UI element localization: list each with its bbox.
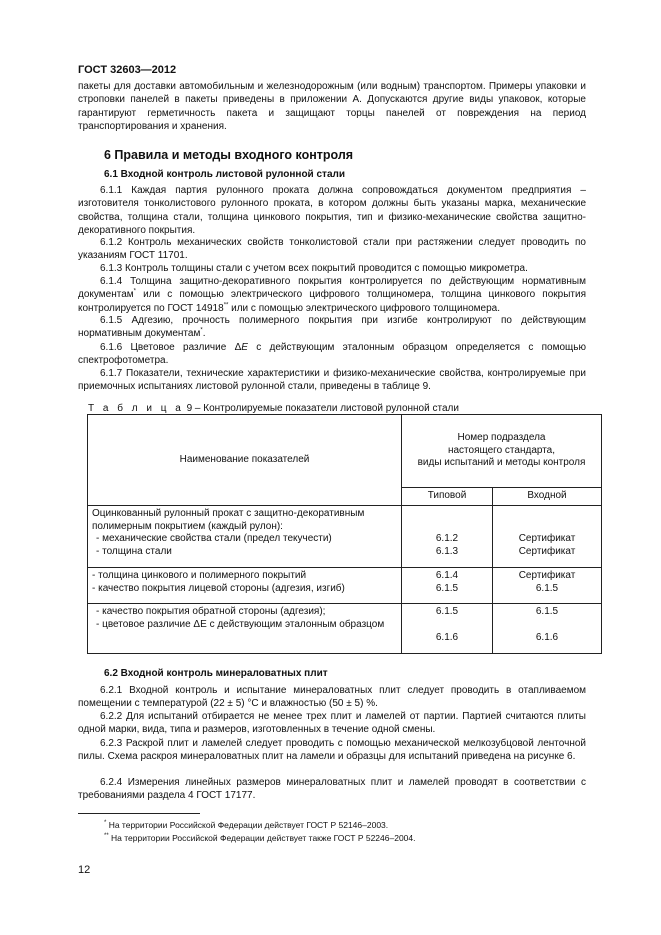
cell-value: 6.1.5: [535, 582, 559, 594]
paragraph-6-1-6-part1: 6.1.6 Цветовое различие Δ: [100, 342, 242, 353]
row-text: - качество покрытия обратной стороны (адгезия);: [96, 606, 326, 617]
footnote-2: [104, 833, 415, 843]
paragraph-6-2-2: 6.2.2 Для испытаний отбирается не менее трех плит и ламелей от партии. Партией считаются плиты одной марки, вида, типа и размеров, изготовленных в течение одной смены.: [78, 711, 586, 736]
footnote-1-text: На территории Российской Федерации действует ГОСТ Р 52146–2003.: [106, 820, 389, 830]
row-text: Оцинкованный рулонный прокат с защитно-декоративным полимерным покрытием (каждый рулон):: [92, 508, 365, 532]
table-header-group-line1: Номер подраздела настоящего стандарта,: [447, 432, 556, 456]
row-text: - толщина цинкового и полимерного покрытий: [92, 570, 307, 581]
paragraph-6-1-4-part3: или с помощью электрического цифрового толщиномера.: [228, 302, 500, 314]
table-cell-typical: [402, 568, 493, 604]
cell-value: 6.1.4: [435, 570, 459, 581]
paragraph-6-1-5-part1: 6.1.5 Адгезию, прочность полимерного покрытия при изгибе контролируют по действующим нормативным документам: [78, 315, 586, 340]
footnote-ref-1b: *: [200, 328, 203, 335]
paragraph-6-1-4: [78, 275, 586, 315]
cell-value: 6.1.5: [435, 582, 459, 594]
row-text: - цветовое различие ΔE с действующим эталонным образцом: [96, 618, 385, 630]
paragraph-6-1-4-part2: или с помощью электрического цифрового толщиномера, толщина цинкового покрытия контролируется по ГОСТ 14918: [78, 289, 586, 314]
table-cell-incoming: [493, 604, 602, 654]
table-header-group: [402, 415, 602, 488]
table-header-incoming: Входной: [493, 488, 602, 506]
row-text: - толщина стали: [96, 545, 172, 557]
footnote-2-mark: **: [104, 833, 109, 840]
table-cell-name: [88, 568, 402, 604]
table-row: [88, 506, 602, 568]
table-caption-label: Т а б л и ц а: [88, 403, 184, 414]
paragraph-6-1-4-part1: 6.1.4 Толщина защитно-декоративного покрытия контролируется по действующим нормативным документам: [78, 276, 586, 301]
intro-paragraph: пакеты для доставки автомобильным и железнодорожным (или водным) транспортом. Примеры упаковки и строповки панелей в пакеты приведены в приложении А. Допускаются другие виды упаковок, которые гарантируют герметичность пакета и защищают торцы панелей от повреждения на период транспортирования и хранения.: [78, 81, 586, 133]
table-cell-name: [88, 506, 402, 568]
table-9-caption: [88, 403, 459, 414]
subsection-6-1-title: 6.1 Входной контроль листовой рулонной стали: [104, 169, 346, 180]
page-number: 12: [78, 864, 91, 876]
footnote-2-text: На территории Российской Федерации действует также ГОСТ Р 52246–2004.: [108, 833, 416, 843]
footnote-divider: [78, 813, 200, 814]
section-6-title: 6 Правила и методы входного контроля: [104, 148, 354, 162]
table-cell-name: [88, 604, 402, 654]
table-cell-incoming: [493, 568, 602, 604]
subsection-6-2-title: 6.2 Входной контроль минераловатных плит: [104, 668, 328, 679]
footnote-ref-1: *: [133, 289, 136, 296]
cell-value: 6.1.6: [535, 631, 559, 643]
paragraph-6-1-6-part2: с действующим эталонным образцом определяется с помощью спектрофотометра.: [78, 342, 586, 367]
paragraph-6-2-3: 6.2.3 Раскрой плит и ламелей следует проводить с помощью механической мелкозубцовой ленточной пилы. Схема раскроя минераловатных плит на ламели и образцы для испытаний приведена на рисунке 6.: [78, 738, 586, 763]
footnote-1-mark: *: [104, 820, 107, 827]
delta-e-symbol: E: [241, 342, 248, 353]
table-9: [87, 414, 602, 654]
cell-value: 6.1.5: [435, 606, 459, 617]
row-text: - качество покрытия лицевой стороны (адгезия, изгиб): [92, 582, 345, 594]
cell-value: 6.1.5: [535, 606, 559, 617]
paragraph-6-1-3: 6.1.3 Контроль толщины стали с учетом всех покрытий проводится с помощью микрометра.: [100, 263, 528, 274]
paragraph-6-2-1: 6.2.1 Входной контроль и испытание минераловатных плит следует проводить в отапливаемом помещении с температурой (22 ± 5) °С и влажностью (50 ± 5) %.: [78, 685, 586, 710]
table-row: [88, 604, 602, 654]
row-text: - механические свойства стали (предел текучести): [96, 533, 332, 544]
cell-value: Сертификат: [518, 533, 576, 544]
cell-value: 6.1.3: [435, 545, 459, 557]
cell-value: Сертификат: [518, 545, 576, 557]
cell-value: 6.1.6: [435, 631, 459, 643]
table-cell-typical: [402, 604, 493, 654]
table-row: [88, 568, 602, 604]
paragraph-6-1-2: 6.1.2 Контроль механических свойств тонколистовой стали при растяжении следует проводить по указаниям ГОСТ 11701.: [78, 237, 586, 262]
table-caption-text: 9 – Контролируемые показатели листовой рулонной стали: [186, 403, 459, 414]
footnote-ref-2: **: [223, 302, 229, 309]
table-header-name: Наименование показателей: [88, 415, 402, 506]
cell-value: Сертификат: [518, 570, 576, 581]
paragraph-6-1-1: 6.1.1 Каждая партия рулонного проката должна сопровождаться документом предприятия – изготовителя тонколистового рулонного проката, в котором должны быть указаны марка, механические свойства, толщина стали, толщина цинкового покрытия, тип и физико-механические свойства защитно-декоративного покрытия.: [78, 185, 586, 237]
page-header-standard: ГОСТ 32603—2012: [78, 64, 177, 76]
table-header-group-line2: виды испытаний и методы контроля: [417, 457, 586, 469]
paragraph-6-1-7: 6.1.7 Показатели, технические характеристики и физико-механические свойства, контролируемые при приемочных испытаниях листовой рулонной стали, приведены в таблице 9.: [78, 368, 586, 393]
paragraph-6-1-5: [78, 314, 586, 341]
paragraph-6-1-6: [78, 341, 586, 368]
table-cell-incoming: [493, 506, 602, 568]
footnote-1: [104, 820, 388, 830]
paragraph-6-1-5-part2: .: [202, 328, 206, 340]
table-cell-typical: [402, 506, 493, 568]
cell-value: 6.1.2: [435, 533, 459, 544]
paragraph-6-2-4: 6.2.4 Измерения линейных размеров минераловатных плит и ламелей проводят в соответствии с требованиями раздела 4 ГОСТ 17177.: [78, 777, 586, 802]
table-header-typical: Типовой: [402, 488, 493, 506]
